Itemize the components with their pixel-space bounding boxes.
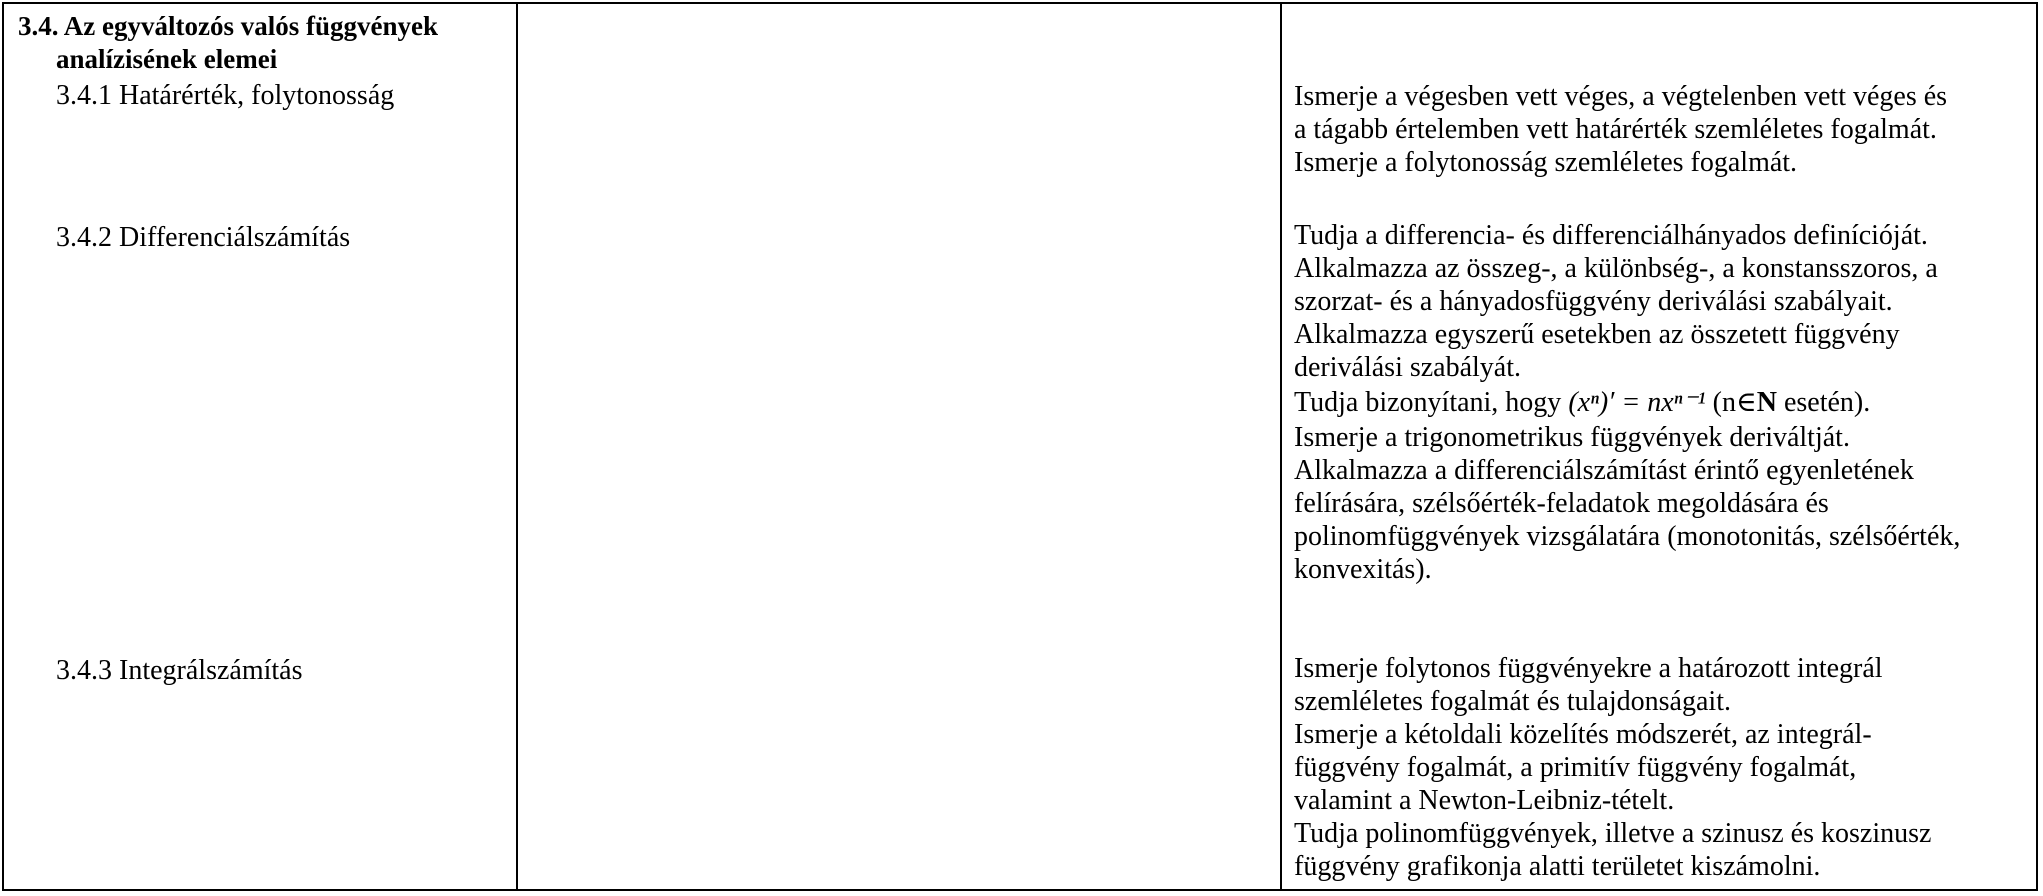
requirement-line: Ismerje a folytonosság szemléletes fogalmát. bbox=[1294, 147, 1798, 178]
requirement-line: felírására, szélsőérték-feladatok megoldására és bbox=[1294, 488, 1829, 519]
requirement-line: függvény fogalmát, a primitív függvény fogalmát, bbox=[1294, 752, 1857, 783]
proof-prefix: Tudja bizonyítani, hogy bbox=[1294, 387, 1569, 418]
requirement-line: Ismerje a trigonometrikus függvények deriváltját. bbox=[1294, 422, 1850, 453]
requirements-limits bbox=[1294, 80, 1947, 179]
requirement-line: szorzat- és a hányadosfüggvény deriválási szabályait. bbox=[1294, 286, 1893, 317]
curriculum-table bbox=[2, 2, 2038, 891]
section-heading bbox=[18, 10, 508, 76]
topic-column bbox=[18, 10, 508, 686]
requirement-line: Tudja a differencia- és differenciálhányados definícióját. bbox=[1294, 220, 1928, 251]
subsection-title-differential: 3.4.2 Differenciálszámítás bbox=[56, 222, 351, 253]
proof-requirement-line bbox=[1294, 386, 1960, 419]
requirement-line: valamint a Newton-Leibniz-tételt. bbox=[1294, 785, 1675, 816]
requirement-line: függvény grafikonja alatti területet kiszámolni. bbox=[1294, 851, 1821, 882]
column-divider-1 bbox=[516, 4, 518, 889]
section-heading-line2: analízisének elemei bbox=[56, 44, 278, 74]
requirement-line: Ismerje folytonos függvényekre a határozott integrál bbox=[1294, 653, 1883, 684]
requirement-line: Alkalmazza egyszerű esetekben az összetett függvény bbox=[1294, 319, 1900, 350]
requirement-line: konvexitás). bbox=[1294, 554, 1432, 585]
section-heading-line1: 3.4. Az egyváltozós valós függvények bbox=[18, 11, 438, 41]
requirement-line: Tudja polinomfüggvények, illetve a szinusz és koszinusz bbox=[1294, 818, 1932, 849]
requirement-line: szemléletes fogalmát és tulajdonságait. bbox=[1294, 686, 1731, 717]
requirements-differential bbox=[1294, 219, 1960, 586]
proof-condition-close: esetén). bbox=[1776, 387, 1871, 418]
proof-condition-open: (n∈ bbox=[1705, 387, 1757, 418]
requirement-line: Alkalmazza a differenciálszámítást érintő egyenletének bbox=[1294, 455, 1914, 486]
column-divider-2 bbox=[1280, 4, 1282, 889]
requirement-line: a tágabb értelemben vett határérték szemléletes fogalmát. bbox=[1294, 114, 1937, 145]
subsection-title-integral: 3.4.3 Integrálszámítás bbox=[56, 655, 303, 686]
subsection-title-limits: 3.4.1 Határérték, folytonosság bbox=[56, 80, 395, 111]
requirement-line: Alkalmazza az összeg-, a különbség-, a konstansszoros, a bbox=[1294, 253, 1938, 284]
requirement-line: Ismerje a végesben vett véges, a végtelenben vett véges és bbox=[1294, 81, 1948, 112]
requirement-line: deriválási szabályát. bbox=[1294, 352, 1522, 383]
derivative-formula: (xⁿ)′ = nxⁿ⁻¹ bbox=[1568, 387, 1706, 418]
natural-numbers-symbol: N bbox=[1756, 387, 1777, 418]
requirement-line: Ismerje a kétoldali közelítés módszerét, az integrál- bbox=[1294, 719, 1872, 750]
requirements-integral bbox=[1294, 652, 1931, 883]
requirement-line: polinomfüggvények vizsgálatára (monotonitás, szélsőérték, bbox=[1294, 521, 1961, 552]
